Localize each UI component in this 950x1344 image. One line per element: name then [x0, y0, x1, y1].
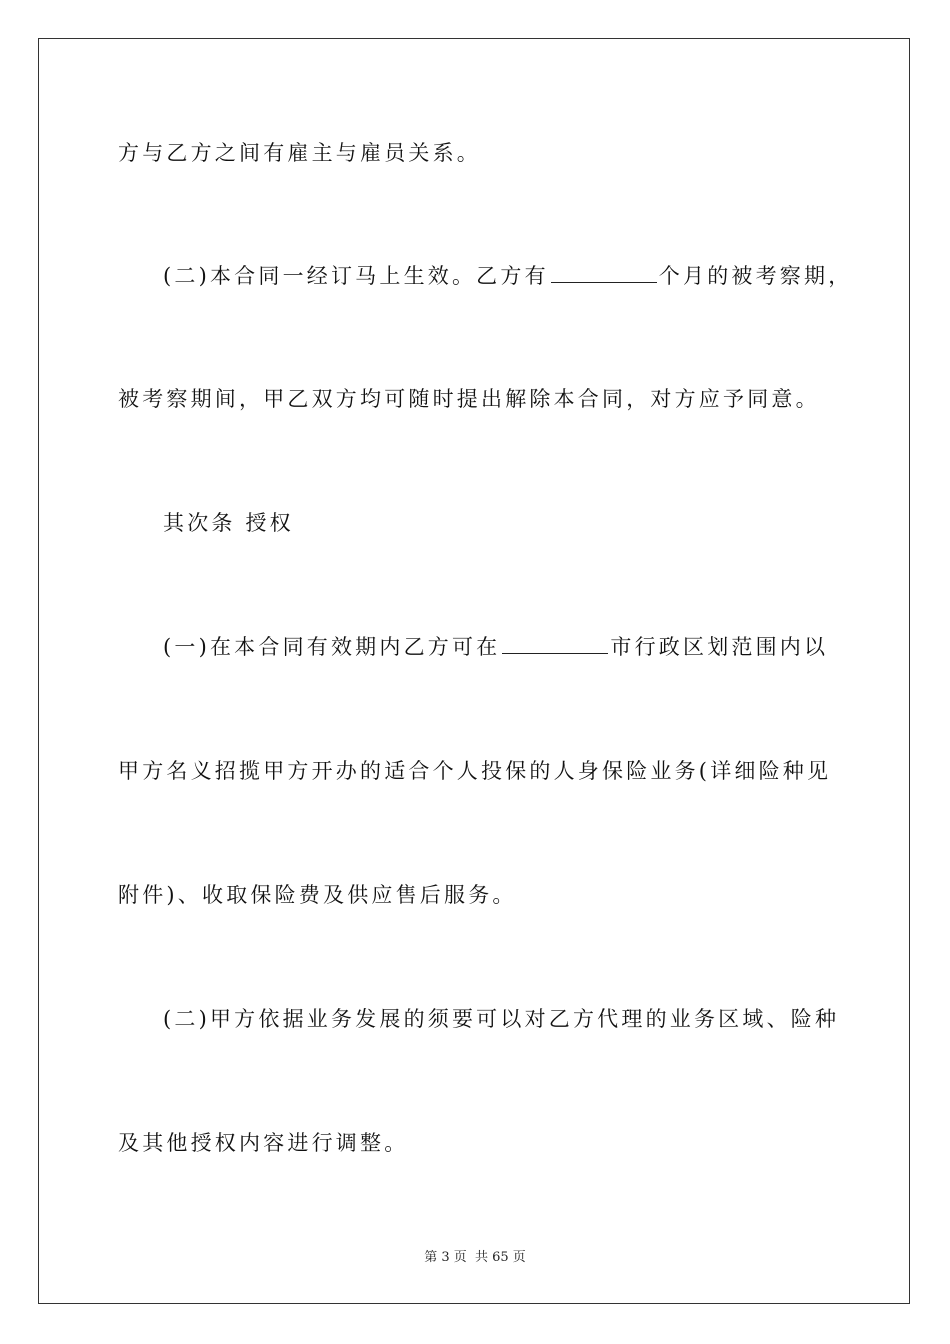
- paragraph-line-3: 被考察期间，甲乙双方均可随时提出解除本合同，对方应予同意。: [118, 387, 820, 411]
- paragraph-line-5: [163, 632, 828, 662]
- section-heading: 其次条 授权: [163, 511, 294, 535]
- paragraph-line-7: 附件)、收取保险费及供应售后服务。: [118, 883, 517, 907]
- paragraph-line-8: (二)甲方依据业务发展的须要可以对乙方代理的业务区域、险种: [163, 1007, 840, 1031]
- paragraph-text: 市行政区划范围内以: [610, 635, 829, 659]
- page-footer: [0, 1246, 950, 1265]
- paragraph-text: 个月的被考察期，: [658, 264, 853, 288]
- fill-in-blank[interactable]: [551, 264, 657, 283]
- page-number: 第 3 页: [424, 1250, 467, 1265]
- paragraph-text: (二)本合同一经订马上生效。乙方有: [163, 264, 549, 288]
- paragraph-line-6: 甲方名义招揽甲方开办的适合个人投保的人身保险业务(详细险种见: [118, 759, 832, 783]
- paragraph-line-1: 方与乙方之间有雇主与雇员关系。: [118, 141, 481, 165]
- page-border: [38, 38, 910, 1304]
- paragraph-text: (一)在本合同有效期内乙方可在: [163, 635, 501, 659]
- fill-in-blank[interactable]: [502, 635, 608, 654]
- page-total: 共 65 页: [474, 1250, 526, 1265]
- paragraph-line-9: 及其他授权内容进行调整。: [118, 1131, 409, 1155]
- paragraph-line-2: [163, 261, 852, 291]
